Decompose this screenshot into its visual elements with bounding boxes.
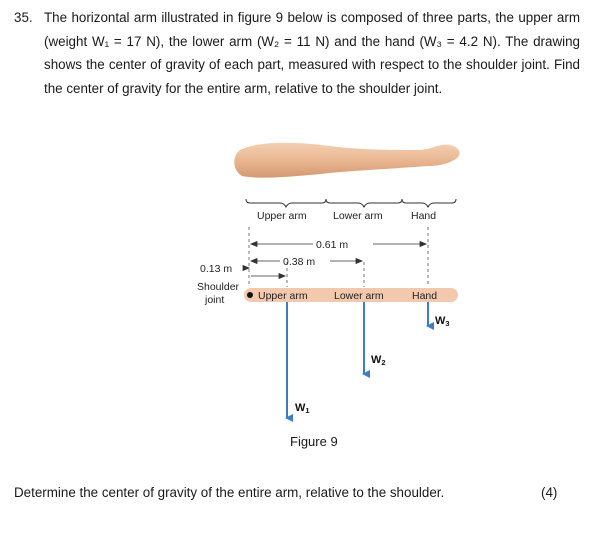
brace-hand xyxy=(402,199,456,207)
segment-label-lower-arm: Lower arm xyxy=(334,290,384,302)
marks-value: (4) xyxy=(541,485,558,500)
label-w2: W2 xyxy=(371,354,386,367)
top-label-lower-arm: Lower arm xyxy=(333,210,383,222)
label-w3: W3 xyxy=(435,315,450,328)
question-number: 35. xyxy=(14,10,33,25)
dim-label-038: 0.38 m xyxy=(283,256,316,268)
dim-label-061: 0.61 m xyxy=(316,239,349,251)
arm-shape xyxy=(234,143,459,178)
arm-illustration xyxy=(234,143,459,178)
top-label-upper-arm: Upper arm xyxy=(257,210,307,222)
instruction-text: Determine the center of gravity of the entire arm, relative to the shoulder. xyxy=(14,485,445,500)
brace-lower-arm xyxy=(326,199,402,207)
figure-caption: Figure 9 xyxy=(290,434,338,449)
shoulder-label-line2: joint xyxy=(205,294,225,306)
label-w1: W1 xyxy=(295,402,310,415)
segment-label-hand: Hand xyxy=(412,290,438,302)
question-text: The horizontal arm illustrated in figure 9 below is composed of three parts, the upper arm (weight W₁ = 17 N), the lower arm (W₂ = 11 N) and the hand (W₃ = 4.2 N). The drawing shows the center of gravity of each part, measured with respect to the shoulder joint. Find the center of gravity for the entire arm, relative to the shoulder joint. xyxy=(44,10,580,96)
dim-label-013: 0.13 m xyxy=(200,263,233,275)
segment-braces xyxy=(246,199,456,207)
shoulder-joint-dot xyxy=(247,292,253,298)
shoulder-label-line1: Shoulder xyxy=(197,281,240,293)
top-label-hand: Hand xyxy=(411,210,437,222)
brace-upper-arm xyxy=(246,199,326,207)
reference-lines xyxy=(249,227,428,287)
segment-label-upper-arm: Upper arm xyxy=(258,290,308,302)
